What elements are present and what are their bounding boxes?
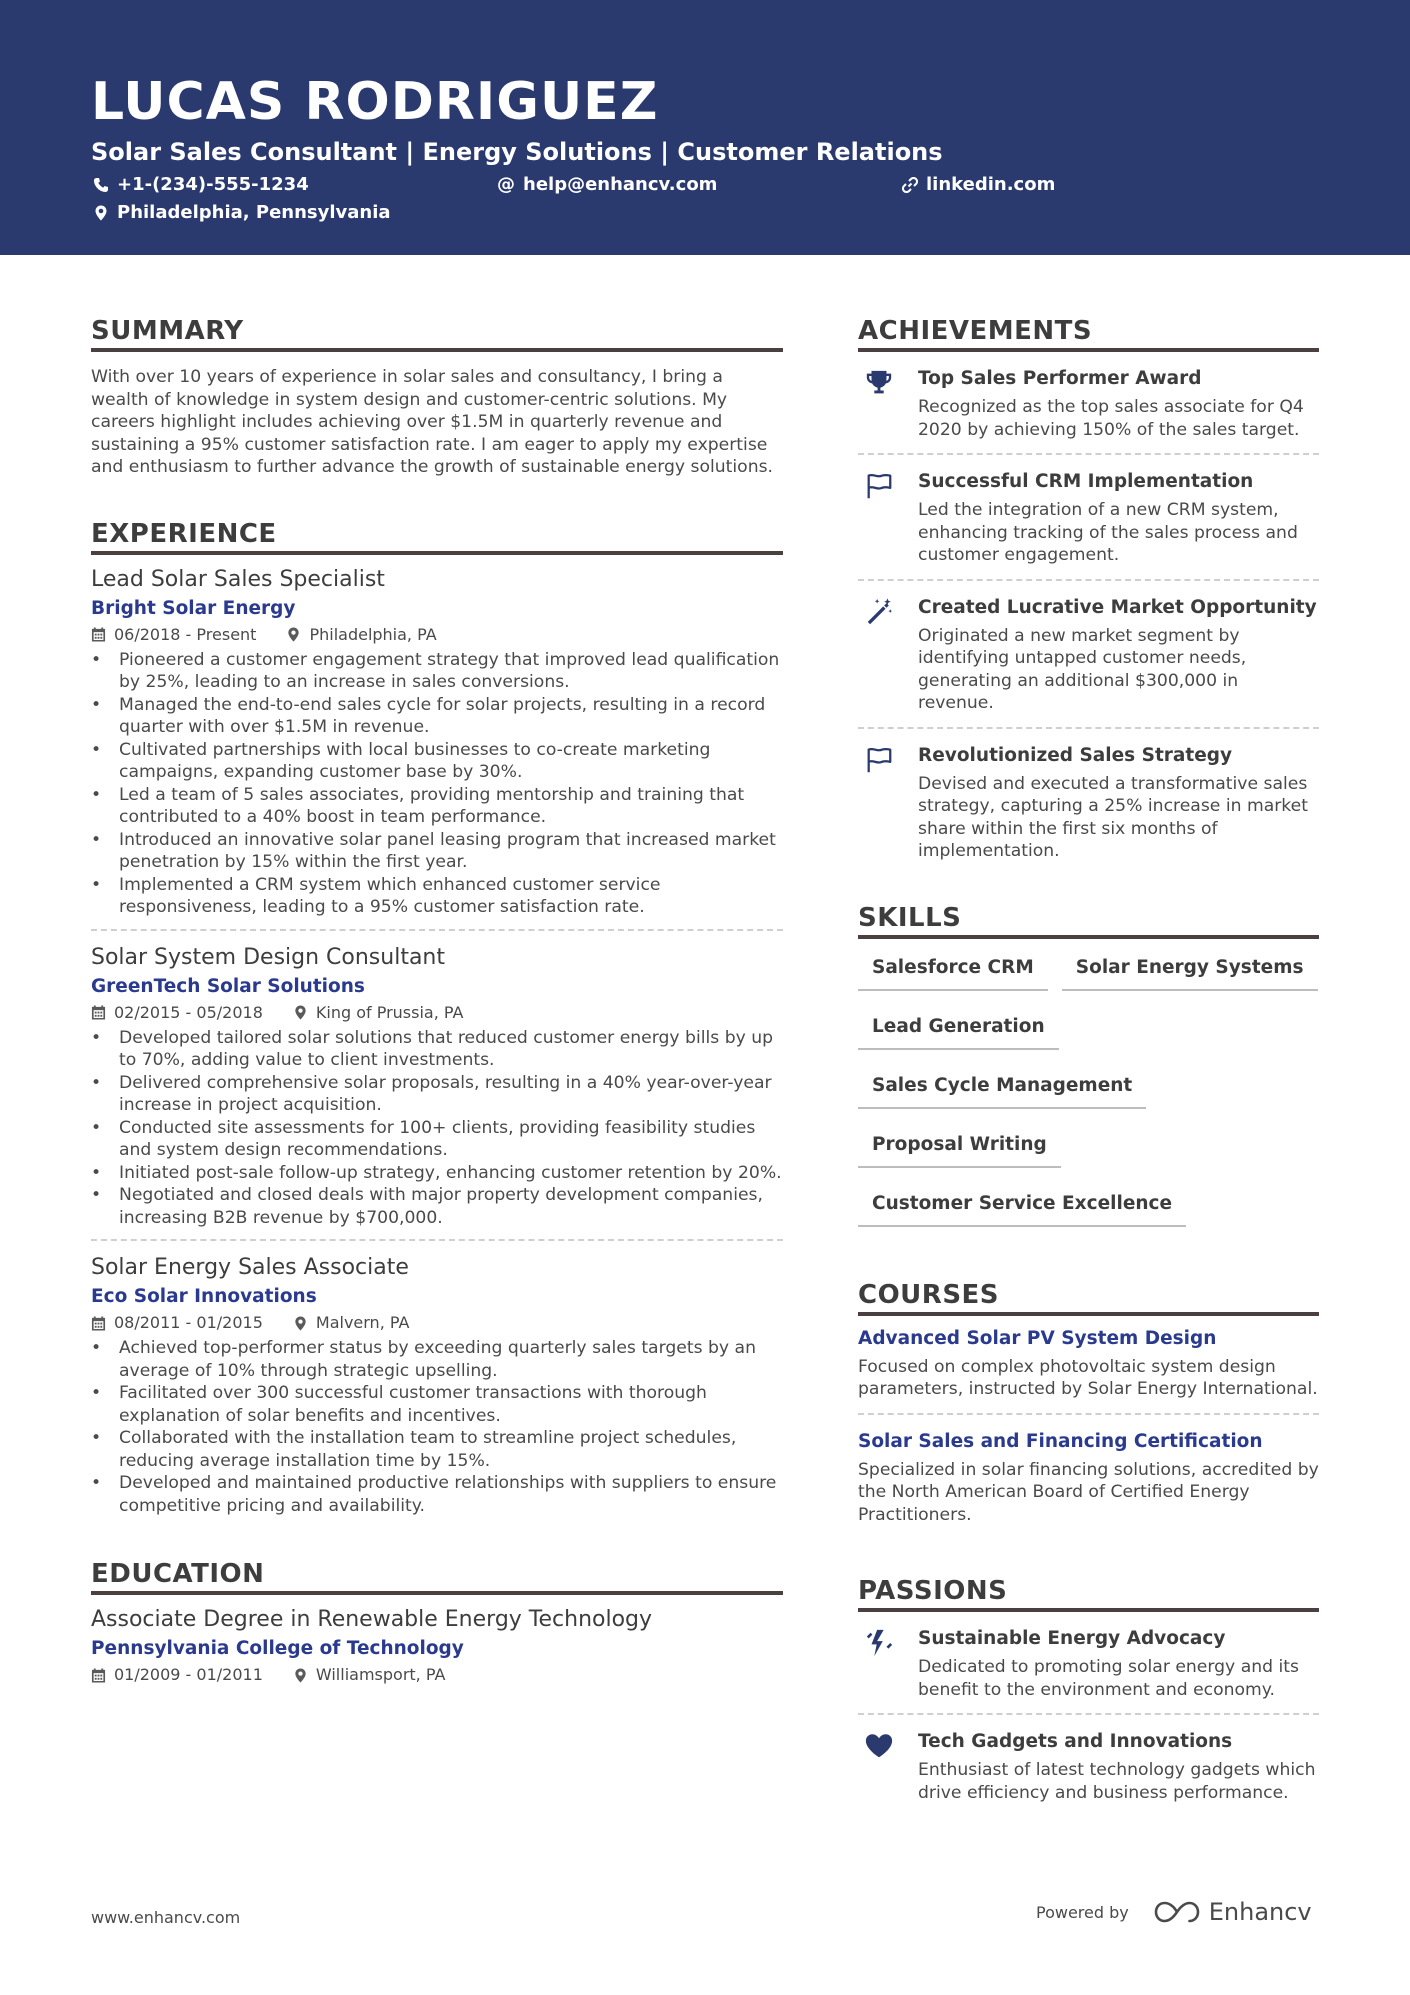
contact-location [93, 202, 391, 223]
bullet-item: • Developed tailored solar solutions that reduced customer energy bills by up to 70%, adding value to client investments. [91, 1027, 783, 1072]
job-title: Solar Energy Sales Associate [91, 1255, 409, 1280]
achievement-desc: Devised and executed a transformative sales strategy, capturing a 25% increase in market share within the first six months of implementation. [918, 773, 1308, 861]
achievement-body [918, 743, 1319, 863]
course-desc: Specialized in solar financing solutions, accredited by the North American Board of Certified Energy Practitioners. [858, 1459, 1319, 1525]
bullet-item: • Managed the end-to-end sales cycle for solar projects, resulting in a record quarter with over $1.5M in revenue. [91, 694, 783, 739]
job-dates [91, 623, 256, 647]
infinity-logo-icon [1153, 1899, 1201, 1925]
calendar-icon [91, 1005, 106, 1020]
achievement-title: Successful CRM Implementation [918, 471, 1254, 492]
bullet-item: • Collaborated with the installation team to streamline project schedules, reducing average installation time by 15%. [91, 1427, 783, 1472]
bullet-item: • Delivered comprehensive solar proposals, resulting in a 40% year-over-year increase in project acquisition. [91, 1072, 783, 1117]
candidate-title: Solar Sales Consultant | Energy Solutions | Customer Relations [91, 138, 943, 166]
job-location [293, 1001, 464, 1025]
contact-email[interactable] [497, 174, 717, 195]
passion-item [858, 1713, 1319, 1816]
experience-section [91, 519, 783, 1528]
job-bullets [91, 649, 783, 919]
courses-section [858, 1280, 1319, 1539]
at-icon: @ [497, 174, 515, 195]
achievement-item [858, 727, 1319, 875]
job-title: Lead Solar Sales Specialist [91, 566, 385, 592]
footer-website[interactable]: www.enhancv.com [91, 1908, 241, 1927]
school-name: Pennsylvania College of Technology [91, 1638, 464, 1659]
link-text: linkedin.com [926, 174, 1056, 195]
flag-icon [858, 743, 900, 863]
achievement-body [918, 595, 1319, 715]
calendar-icon [91, 1316, 106, 1331]
skills-heading: SKILLS [858, 903, 1319, 939]
bullet-item: • Implemented a CRM system which enhanced customer service responsiveness, leading to a 95% customer satisfaction rate. [91, 874, 783, 919]
passions-section [858, 1576, 1319, 1816]
course-item [858, 1326, 1319, 1413]
bullet-item: • Pioneered a customer engagement strategy that improved lead qualification by 25%, leading to an increase in sales conversions. [91, 649, 783, 694]
passion-item [858, 1618, 1319, 1713]
summary-text: With over 10 years of experience in solar sales and consultancy, I bring a wealth of knowledge in system design and customer-centric solutions. My careers highlight includes achieving over $1.5M in quarterly revenue and sustaining a 95% customer satisfaction rate. I am eager to apply my expertise and enthusiasm to further advance the growth of sustainable energy solutions. [91, 367, 774, 477]
dates-text: 06/2018 - Present [114, 624, 257, 644]
achievement-title: Top Sales Performer Award [918, 368, 1202, 389]
candidate-name: LUCAS RODRIGUEZ [91, 72, 659, 132]
location-pin-icon [93, 205, 109, 221]
skills-section [858, 903, 1319, 1240]
phone-text: +1-(234)-555-1234 [117, 174, 309, 195]
bullet-item: • Initiated post-sale follow-up strategy, enhancing customer retention by 20%. [91, 1162, 783, 1185]
achievement-title: Created Lucrative Market Opportunity [918, 596, 1317, 618]
education-heading: EDUCATION [91, 1559, 783, 1595]
footer-branding [1036, 1898, 1312, 1926]
achievement-title: Revolutionized Sales Strategy [918, 744, 1233, 766]
degree-title: Associate Degree in Renewable Energy Technology [91, 1607, 653, 1632]
contact-phone[interactable] [93, 174, 309, 195]
achievement-body [918, 469, 1319, 567]
job-entry [91, 1239, 783, 1527]
location-text: King of Prussia, PA [315, 1002, 464, 1022]
calendar-icon [91, 627, 106, 642]
job-title: Solar System Design Consultant [91, 944, 445, 970]
course-desc: Focused on complex photovoltaic system design parameters, instructed by Solar Energy International. [858, 1356, 1318, 1399]
left-column [91, 316, 783, 1689]
dates-text: 02/2015 - 05/2018 [114, 1002, 263, 1022]
job-bullets [91, 1337, 783, 1517]
energy-icon [858, 1626, 900, 1701]
education-location [293, 1663, 446, 1687]
location-text: Malvern, PA [315, 1313, 410, 1332]
location-pin-icon [286, 627, 301, 642]
bullet-item: • Led a team of 5 sales associates, providing mentorship and training that contributed to a 40% boost in team performance. [91, 784, 783, 829]
location-text: Philadelphia, Pennsylvania [117, 202, 391, 223]
trophy-icon [858, 366, 900, 441]
passion-body [918, 1729, 1319, 1804]
job-meta [91, 1001, 783, 1025]
job-meta [91, 1311, 783, 1335]
link-icon [902, 177, 918, 193]
summary-heading: SUMMARY [91, 316, 783, 352]
location-pin-icon [293, 1316, 308, 1331]
education-dates [91, 1663, 263, 1687]
passion-desc: Dedicated to promoting solar energy and its benefit to the environment and economy. [918, 1657, 1299, 1700]
achievements-heading: ACHIEVEMENTS [858, 316, 1319, 352]
powered-by-text: Powered by [1036, 1902, 1129, 1922]
location-text: Williamsport, PA [315, 1665, 446, 1684]
skill-tag: Salesforce CRM [858, 945, 1048, 991]
job-entry [91, 565, 783, 929]
passion-body [918, 1626, 1319, 1701]
calendar-icon [91, 1668, 106, 1683]
achievements-section [858, 316, 1319, 875]
achievement-item [858, 358, 1319, 453]
job-entry [91, 929, 783, 1240]
achievement-body [918, 366, 1319, 441]
education-meta [91, 1663, 783, 1687]
achievement-item [858, 579, 1319, 727]
flag-icon [858, 469, 900, 567]
course-title: Solar Sales and Financing Certification [858, 1430, 1263, 1452]
resume-header [0, 0, 1410, 255]
enhancv-logo[interactable] [1153, 1898, 1312, 1926]
bullet-item: • Negotiated and closed deals with major property development companies, increasing B2B revenue by $700,000. [91, 1184, 783, 1229]
location-text: Philadelphia, PA [309, 624, 437, 644]
skill-tag: Solar Energy Systems [1062, 945, 1318, 991]
bullet-item: • Introduced an innovative solar panel leasing program that increased market penetration by 15% within the first year. [91, 829, 783, 874]
skill-tag: Proposal Writing [858, 1122, 1061, 1168]
course-item [858, 1413, 1319, 1539]
job-meta [91, 623, 783, 647]
magic-wand-icon [858, 595, 900, 715]
experience-heading: EXPERIENCE [91, 519, 783, 555]
bullet-item: • Facilitated over 300 successful customer transactions with thorough explanation of solar benefits and incentives. [91, 1382, 783, 1427]
job-dates [91, 1311, 263, 1335]
skill-tag: Lead Generation [858, 1004, 1059, 1050]
education-section [91, 1559, 783, 1687]
passion-title: Sustainable Energy Advocacy [918, 1628, 1226, 1649]
skill-tag: Customer Service Excellence [858, 1181, 1186, 1227]
passion-desc: Enthusiast of latest technology gadgets which drive efficiency and business performance. [918, 1760, 1316, 1803]
dates-text: 08/2011 - 01/2015 [114, 1313, 263, 1332]
courses-heading: COURSES [858, 1280, 1319, 1316]
bullet-item: • Developed and maintained productive relationships with suppliers to ensure competitive pricing and availability. [91, 1472, 783, 1517]
achievement-desc: Led the integration of a new CRM system, enhancing tracking of the sales process and customer engagement. [918, 500, 1298, 565]
job-location [293, 1311, 410, 1335]
job-location [286, 623, 436, 647]
skills-list [858, 945, 1319, 1240]
location-pin-icon [293, 1005, 308, 1020]
bullet-item: • Achieved top-performer status by exceeding quarterly sales targets by an average of 10% through strategic upselling. [91, 1337, 783, 1382]
passions-heading: PASSIONS [858, 1576, 1319, 1612]
achievement-desc: Recognized as the top sales associate for Q4 2020 by achieving 150% of the sales target. [918, 397, 1304, 440]
brand-text: Enhancv [1208, 1898, 1312, 1926]
job-bullets [91, 1027, 783, 1230]
job-company: GreenTech Solar Solutions [91, 975, 365, 997]
right-column [858, 316, 1319, 1816]
achievement-item [858, 453, 1319, 579]
job-company: Eco Solar Innovations [91, 1286, 317, 1307]
email-text: help@enhancv.com [523, 174, 718, 195]
job-dates [91, 1001, 263, 1025]
passion-title: Tech Gadgets and Innovations [918, 1731, 1233, 1752]
dates-text: 01/2009 - 01/2011 [114, 1665, 263, 1684]
summary-section [91, 316, 783, 479]
location-pin-icon [293, 1668, 308, 1683]
skill-tag: Sales Cycle Management [858, 1063, 1146, 1109]
course-title: Advanced Solar PV System Design [858, 1327, 1217, 1349]
bullet-item: • Cultivated partnerships with local businesses to co-create marketing campaigns, expanding customer base by 30%. [91, 739, 783, 784]
bullet-item: • Conducted site assessments for 100+ clients, providing feasibility studies and system design recommendations. [91, 1117, 783, 1162]
contact-link[interactable] [902, 174, 1055, 195]
job-company: Bright Solar Energy [91, 597, 296, 619]
phone-icon [93, 177, 109, 193]
achievement-desc: Originated a new market segment by identifying untapped customer needs, generating an additional $300,000 in revenue. [918, 625, 1247, 713]
heart-icon [858, 1729, 900, 1804]
